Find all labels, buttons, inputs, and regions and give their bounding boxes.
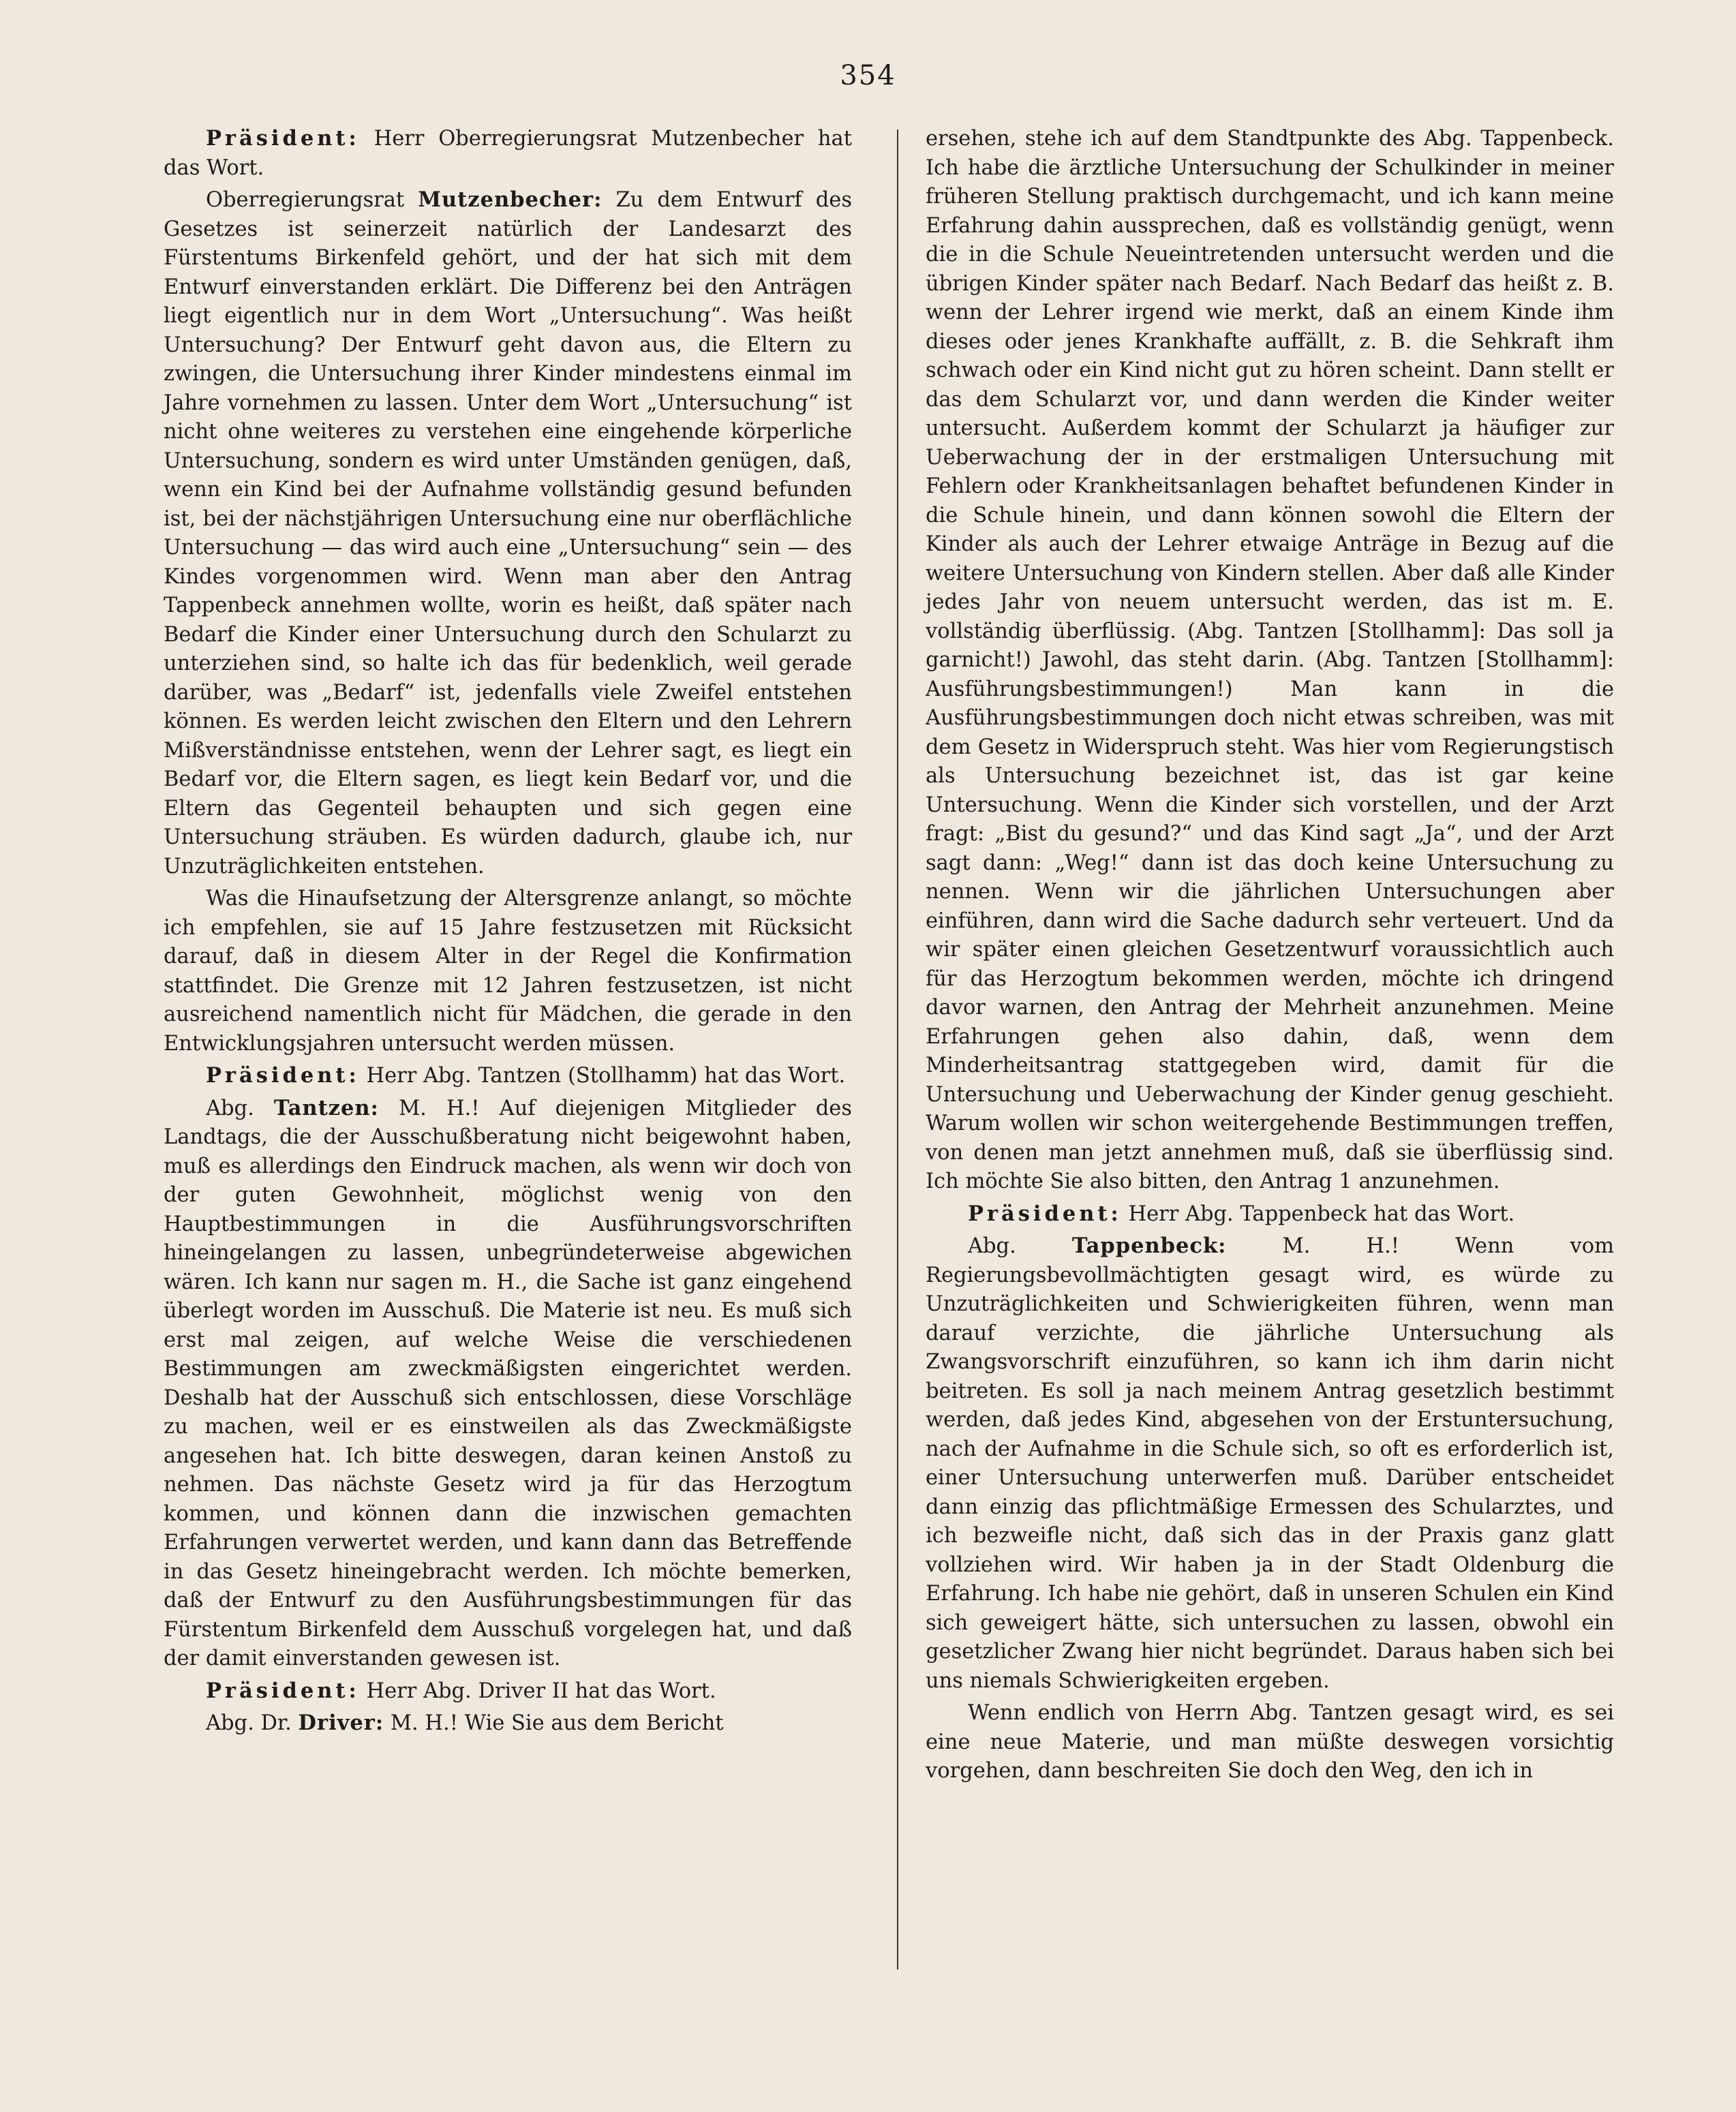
speaker-name: Präsident:	[968, 1201, 1122, 1226]
speaker-name: Driver:	[298, 1711, 384, 1735]
paragraph: Präsident: Herr Abg. Tantzen (Stollhamm) hat das Wort.	[206, 1063, 846, 1088]
paragraph: Präsident: Herr Oberregierungsrat Mutzenbecher hat das Wort.	[164, 126, 852, 180]
paragraph: Was die Hinaufsetzung der Altersgrenze anlangt, so möchte ich empfehlen, sie auf 15 Jahre festzusetzen mit Rücksicht darauf, daß in diesem Alter in der Regel die Konfirmation stattfindet. Die Grenze mit 12 Jahren festzusetzen, ist nicht ausreichend namentlich nicht für Mädchen, die gerade in den Entwicklungsjahren untersucht werden müssen.	[164, 887, 852, 1056]
right-column	[926, 124, 1614, 1789]
page-number: 354	[840, 60, 896, 91]
paragraph: Oberregierungsrat Mutzenbecher: Zu dem Entwurf des Gesetzes ist seinerzeit natürlich der Landesarzt des Fürstentums Birkenfeld gehört, und der hat sich mit dem Entwurf einverstanden erklärt. Die Differenz bei den Anträgen liegt eigentlich nur in dem Wort „Untersuchung“. Was heißt Untersuchung? Der Entwurf geht davon aus, die Eltern zu zwingen, die Untersuchung ihrer Kinder mindestens einmal im Jahre vornehmen zu lassen. Unter dem Wort „Untersuchung“ ist nicht ohne weiteres zu verstehen eine eingehende körperliche Untersuchung, sondern es wird unter Umständen genügen, daß, wenn ein Kind bei der Aufnahme vollständig gesund befunden ist, bei der nächstjährigen Untersuchung eine nur oberflächliche Untersuchung — das wird auch eine „Untersuchung“ sein — des Kindes vorgenommen wird. Wenn man aber den Antrag Tappenbeck annehmen wollte, worin es heißt, daß später nach Bedarf die Kinder einer Untersuchung durch den Schularzt zu unterziehen sind, so halte ich das für bedenklich, weil gerade darüber, was „Bedarf“ ist, jedenfalls viele Zweifel entstehen können. Es werden leicht zwischen den Eltern und den Lehrern Mißverständnisse entstehen, wenn der Lehrer sagt, es liegt ein Bedarf vor, die Eltern sagen, es liegt kein Bedarf vor, und die Eltern das Gegenteil behaupten und sich gegen eine Untersuchung sträuben. Es würden dadurch, glaube ich, nur Unzuträglichkeiten entstehen.	[164, 187, 852, 878]
paragraph: ersehen, stehe ich auf dem Standtpunkte des Abg. Tappenbeck. Ich habe die ärztliche Untersuchung der Schulkinder in meiner früheren Stellung praktisch durchgemacht, und ich kann meine Erfahrung dahin aussprechen, daß es vollständig genügt, wenn die in die Schule Neueintretenden untersucht werden und die übrigen Kinder später nach Bedarf. Nach Bedarf das heißt z. B. wenn der Lehrer irgend wie merkt, daß an einem Kinde ihm dieses oder jenes Krankhafte auffällt, z. B. die Sehkraft ihm schwach oder ein Kind nicht gut zu hören scheint. Dann stellt er das dem Schularzt vor, und dann werden die Kinder weiter untersucht. Außerdem kommt der Schularzt ja häufiger zur Ueberwachung der in der erstmaligen Untersuchung mit Fehlern oder Krankheitsanlagen behaftet befundenen Kinder in die Schule hinein, und dann können sowohl die Eltern der Kinder als auch der Lehrer etwaige Anträge in Bezug auf die weitere Untersuchung von Kindern stellen. Aber daß alle Kinder jedes Jahr von neuem untersucht werden, das ist m. E. vollständig überflüssig. (Abg. Tantzen [Stollhamm]: Das soll ja garnicht!) Jawohl, das steht darin. (Abg. Tantzen [Stollhamm]: Ausführungsbestimmungen!) Man kann in die Ausführungsbestimmungen doch nicht etwas schreiben, was mit dem Gesetz in Widerspruch steht. Was hier vom Regierungstisch als Untersuchung bezeichnet ist, das ist gar keine Untersuchung. Wenn die Kinder sich vorstellen, und der Arzt fragt: „Bist du gesund?“ und das Kind sagt „Ja“, und der Arzt sagt dann: „Weg!“ dann ist das doch keine Untersuchung zu nennen. Wenn wir die jährlichen Untersuchungen aber einführen, dann wird die Sache dadurch sehr verteuert. Und da wir später einen gleichen Gesetzentwurf voraussichtlich auch für das Herzogtum bekommen werden, möchte ich dringend davor warnen, den Antrag der Mehrheit anzunehmen. Meine Erfahrungen gehen also dahin, daß, wenn dem Minderheitsantrag stattgegeben wird, damit für die Untersuchung und Ueberwachung der Kinder genug geschieht. Warum wollen wir schon weitergehende Bestimmungen treffen, von denen man jetzt annehmen muß, daß sie überflüssig sind. Ich möchte Sie also bitten, den Antrag 1 anzunehmen.	[926, 127, 1614, 1193]
speaker-name: Tantzen:	[273, 1095, 379, 1120]
paragraph: Wenn endlich von Herrn Abg. Tantzen gesagt wird, es sei eine neue Materie, und man müßte deswegen vorsichtig vorgehen, dann beschreiten Sie doch den Weg, den ich in	[926, 1701, 1614, 1783]
paragraph: Abg. Tantzen: M. H.! Auf diejenigen Mitglieder des Landtags, die der Ausschußberatung nicht beigewohnt haben, muß es allerdings den Eindruck machen, als wenn wir doch von der guten Gewohnheit, möglichst wenig von den Hauptbestimmungen in die Ausführungsvorschriften hineingelangen zu lassen, unbegründeterweise abgewichen wären. Ich kann nur sagen m. H., die Sache ist ganz eingehend überlegt worden im Ausschuß. Die Materie ist neu. Es muß sich erst mal zeigen, auf welche Weise die verschiedenen Bestimmungen am zweckmäßigsten eingerichtet werden. Deshalb hat der Ausschuß sich entschlossen, diese Vorschläge zu machen, weil er es einstweilen als das Zweckmäßigste angesehen hat. Ich bitte deswegen, daran keinen Anstoß zu nehmen. Das nächste Gesetz wird ja für das Herzogtum kommen, und können dann die inzwischen gemachten Erfahrungen verwertet werden, und kann dann das Betreffende in das Gesetz hineingebracht werden. Ich möchte bemerken, daß der Entwurf zu den Ausführungsbestimmungen für das Fürstentum Birkenfeld dem Ausschuß vorgelegen hat, und daß der damit einverstanden gewesen ist.	[164, 1095, 852, 1670]
paragraph: Präsident: Herr Abg. Driver II hat das Wort.	[206, 1678, 716, 1703]
speaker-name: Präsident:	[206, 1063, 360, 1088]
left-column	[164, 124, 852, 1741]
speaker-name: Tappenbeck:	[1071, 1234, 1227, 1258]
paragraph: Abg. Tappenbeck: M. H.! Wenn vom Regierungsbevollmächtigten gesagt wird, es würde zu Unzuträglichkeiten und Schwierigkeiten führen, wenn man darauf verzichte, die jährliche Untersuchung als Zwangsvorschrift einzuführen, so kann ich ihm darin nicht beitreten. Es soll ja nach meinem Antrag gesetzlich bestimmt werden, daß jedes Kind, abgesehen von der Erstuntersuchung, nach der Aufnahme in die Schule sich, so oft es erforderlich ist, einer Untersuchung unterwerfen muß. Darüber entscheidet dann einzig das pflichtmäßige Ermessen des Schularztes, und ich bezweifle nicht, daß sich das in der Praxis ganz glatt vollziehen wird. Wir haben ja in der Stadt Oldenburg die Erfahrung. Ich habe nie gehört, daß in unseren Schulen ein Kind sich geweigert hätte, sich untersuchen zu lassen, obwohl ein gesetzlicher Zwang hier nicht begründet. Daraus haben sich bei uns niemals Schwierigkeiten ergeben.	[926, 1234, 1615, 1693]
speaker-name: Mutzenbecher:	[418, 187, 603, 212]
speaker-name: Präsident:	[206, 126, 360, 151]
paragraph: Präsident: Herr Abg. Tappenbeck hat das Wort.	[968, 1201, 1515, 1226]
paragraph: Abg. Dr. Driver: M. H.! Wie Sie aus dem Bericht	[206, 1711, 724, 1735]
speaker-name: Präsident:	[206, 1678, 360, 1703]
column-divider	[897, 129, 898, 1970]
